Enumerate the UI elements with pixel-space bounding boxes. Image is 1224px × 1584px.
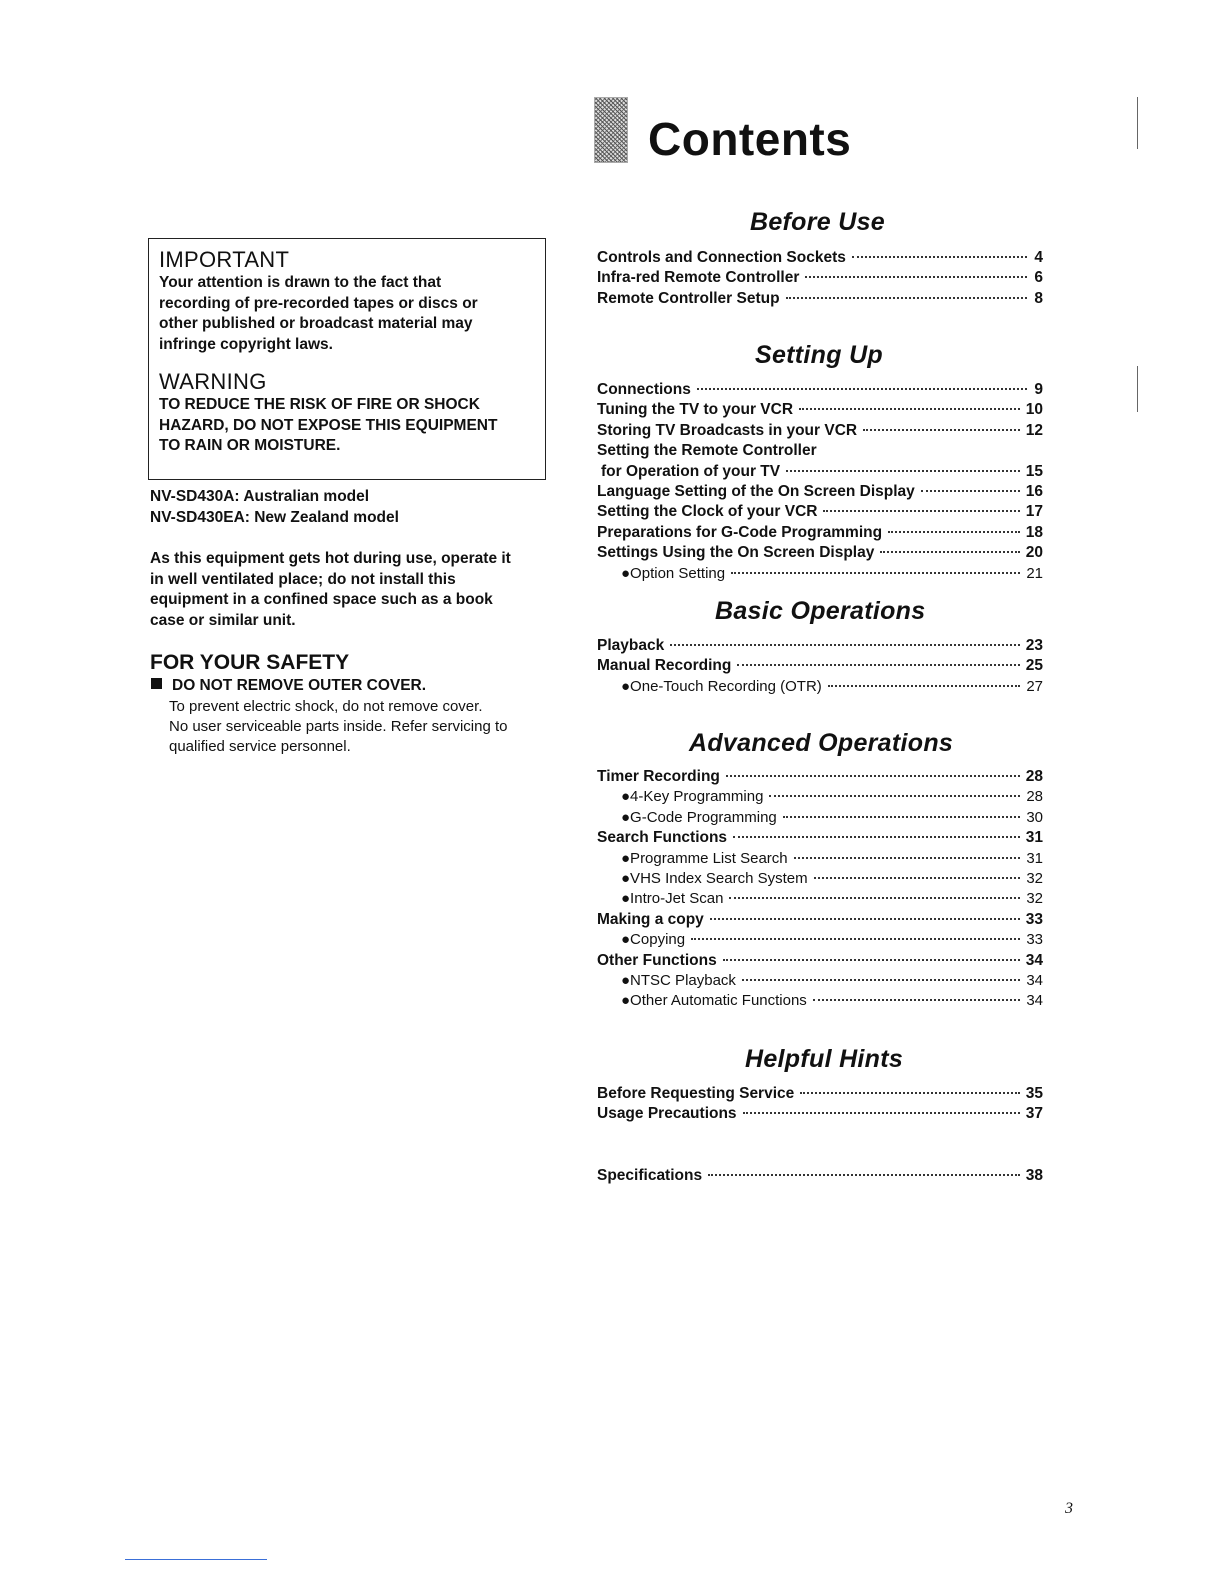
toc-page: 21 xyxy=(1026,564,1043,582)
toc-entry[interactable] xyxy=(597,400,1043,420)
toc-entry[interactable] xyxy=(597,1084,1043,1104)
toc-page: 18 xyxy=(1025,523,1043,541)
toc-label: Tuning the TV to your VCR xyxy=(597,401,794,419)
toc-entry[interactable] xyxy=(597,869,1043,889)
safety-bullet xyxy=(151,677,426,695)
toc-page: 25 xyxy=(1025,657,1043,675)
toc-label: ●Programme List Search xyxy=(621,849,788,867)
toc-label: Making a copy xyxy=(597,910,704,928)
toc-page: 15 xyxy=(1025,462,1043,480)
toc-label: for Operation of your TV xyxy=(601,462,781,480)
toc-entry[interactable] xyxy=(597,910,1043,930)
toc-page: 38 xyxy=(1025,1167,1043,1184)
warning-line: HAZARD, DO NOT EXPOSE THIS EQUIPMENT xyxy=(159,416,498,434)
safety-line: No user serviceable parts inside. Refer servicing to xyxy=(169,718,508,735)
toc-page: 28 xyxy=(1026,788,1043,806)
safety-text xyxy=(169,697,507,757)
safety-bullet-text: DO NOT REMOVE OUTER COVER. xyxy=(172,677,427,694)
safety-heading: FOR YOUR SAFETY xyxy=(150,651,350,674)
toc-label: Timer Recording xyxy=(597,768,720,785)
toc-advanced-operations xyxy=(597,767,1043,1012)
toc-page: 34 xyxy=(1026,971,1043,989)
toc-page: 8 xyxy=(1034,289,1043,307)
toc-entry[interactable] xyxy=(597,1166,1043,1186)
toc-label: Storing TV Broadcasts in your VCR xyxy=(597,421,858,439)
warning-line: TO RAIN OR MOISTURE. xyxy=(159,437,341,454)
warning-heading: WARNING xyxy=(159,369,267,394)
toc-entry[interactable] xyxy=(597,677,1043,697)
toc-entry[interactable] xyxy=(597,380,1043,400)
toc-page: 4 xyxy=(1034,249,1043,266)
toc-entry[interactable] xyxy=(597,268,1043,288)
toc-page: 27 xyxy=(1026,677,1043,695)
toc-label: Search Functions xyxy=(597,829,728,847)
toc-page: 31 xyxy=(1026,849,1043,867)
toc-entry[interactable] xyxy=(597,502,1043,522)
important-line: Your attention is drawn to the fact that xyxy=(159,274,442,291)
toc-page: 9 xyxy=(1034,381,1043,398)
toc-page: 34 xyxy=(1025,951,1043,969)
toc-page: 31 xyxy=(1025,829,1043,847)
toc-entry[interactable] xyxy=(597,828,1043,848)
toc-entry[interactable] xyxy=(597,787,1043,807)
toc-label: Setting the Clock of your VCR xyxy=(597,503,818,521)
toc-basic-operations xyxy=(597,636,1043,697)
toc-label: ●Intro-Jet Scan xyxy=(621,890,724,908)
toc-label: Remote Controller Setup xyxy=(597,289,780,307)
page-title: Contents xyxy=(648,113,852,165)
toc-helpful-hints xyxy=(597,1084,1043,1125)
heat-line: As this equipment gets hot during use, operate it xyxy=(150,550,511,567)
toc-page: 28 xyxy=(1025,768,1043,785)
toc-entry[interactable] xyxy=(597,808,1043,828)
toc-page: 32 xyxy=(1026,869,1043,887)
toc-page: 16 xyxy=(1025,482,1043,500)
toc-label: Manual Recording xyxy=(597,657,732,675)
edge-mark-mid xyxy=(1137,366,1138,412)
toc-entry[interactable] xyxy=(597,289,1043,309)
important-line: infringe copyright laws. xyxy=(159,335,333,353)
toc-entry[interactable] xyxy=(597,523,1043,543)
toc-label: Setting the Remote Controller xyxy=(597,442,817,460)
toc-entry[interactable] xyxy=(597,462,1043,482)
square-bullet-icon xyxy=(151,678,162,689)
toc-page: 23 xyxy=(1025,637,1043,654)
toc-page: 33 xyxy=(1026,931,1043,949)
toc-entry[interactable] xyxy=(597,656,1043,676)
toc-entry[interactable] xyxy=(597,930,1043,950)
model-list xyxy=(150,487,399,528)
toc-label: Settings Using the On Screen Display xyxy=(597,544,875,562)
toc-label: Specifications xyxy=(597,1167,703,1184)
toc-entry[interactable] xyxy=(597,971,1043,991)
toc-label: Controls and Connection Sockets xyxy=(597,249,846,266)
warning-line: TO REDUCE THE RISK OF FIRE OR SHOCK xyxy=(159,396,480,413)
toc-page: 20 xyxy=(1025,544,1043,562)
toc-label: Before Requesting Service xyxy=(597,1085,795,1102)
edge-mark-top xyxy=(1137,97,1138,149)
toc-entry[interactable] xyxy=(597,1104,1043,1124)
heat-line: equipment in a confined space such as a book xyxy=(150,591,493,608)
toc-entry[interactable] xyxy=(597,849,1043,869)
section-heading-before-use: Before Use xyxy=(750,208,885,236)
heat-line: in well ventilated place; do not install this xyxy=(150,570,456,588)
toc-page: 35 xyxy=(1025,1085,1043,1102)
heat-line: case or similar unit. xyxy=(150,611,296,629)
toc-entry[interactable] xyxy=(597,421,1043,441)
toc-page: 34 xyxy=(1026,992,1043,1010)
toc-entry[interactable] xyxy=(597,441,1043,461)
toc-entry[interactable] xyxy=(597,951,1043,971)
toc-label: ●G-Code Programming xyxy=(621,808,777,826)
section-heading-setting-up: Setting Up xyxy=(755,341,883,369)
toc-entry[interactable] xyxy=(597,767,1043,787)
safety-line: qualified service personnel. xyxy=(169,738,351,755)
toc-page: 10 xyxy=(1025,401,1043,419)
toc-entry[interactable] xyxy=(597,543,1043,563)
toc-label: Infra-red Remote Controller xyxy=(597,269,800,287)
toc-label: ●NTSC Playback xyxy=(621,971,736,989)
toc-label: Language Setting of the On Screen Display xyxy=(597,482,915,500)
important-line: other published or broadcast material may xyxy=(159,315,473,332)
model-line: NV-SD430EA: New Zealand model xyxy=(150,508,399,526)
toc-page: 17 xyxy=(1025,503,1043,521)
section-heading-helpful-hints: Helpful Hints xyxy=(745,1045,904,1073)
toc-before-use xyxy=(597,248,1043,309)
toc-label: ●One-Touch Recording (OTR) xyxy=(621,677,822,695)
toc-label: ●4-Key Programming xyxy=(621,788,764,806)
model-line: NV-SD430A: Australian model xyxy=(150,488,370,505)
toc-label: Usage Precautions xyxy=(597,1105,737,1123)
bottom-rule xyxy=(125,1559,267,1560)
toc-label: Connections xyxy=(597,381,691,398)
page-number: 3 xyxy=(1065,1500,1073,1517)
toc-page: 6 xyxy=(1034,269,1043,287)
toc-entry[interactable] xyxy=(597,564,1043,584)
toc-page: 12 xyxy=(1025,421,1043,439)
important-heading: IMPORTANT xyxy=(159,247,290,272)
toc-entry[interactable] xyxy=(597,889,1043,909)
contents-icon xyxy=(594,97,628,163)
toc-setting-up xyxy=(597,380,1043,584)
important-warning-box xyxy=(148,238,546,480)
toc-label: Preparations for G-Code Programming xyxy=(597,523,883,541)
safety-line: To prevent electric shock, do not remove cover. xyxy=(169,698,483,715)
toc-page: 32 xyxy=(1026,890,1043,908)
toc-entry[interactable] xyxy=(597,991,1043,1011)
toc-page: 33 xyxy=(1025,910,1043,928)
toc-page: 37 xyxy=(1025,1105,1043,1123)
toc-label: Other Functions xyxy=(597,951,717,969)
toc-entry[interactable] xyxy=(597,636,1043,656)
toc-entry[interactable] xyxy=(597,248,1043,268)
toc-entry[interactable] xyxy=(597,482,1043,502)
toc-specifications xyxy=(597,1166,1043,1186)
toc-label: ●VHS Index Search System xyxy=(621,869,808,887)
heat-notice xyxy=(150,549,550,631)
section-heading-advanced-operations: Advanced Operations xyxy=(689,729,954,757)
section-heading-basic-operations: Basic Operations xyxy=(715,597,926,625)
toc-label: ●Copying xyxy=(621,931,686,949)
toc-label: Playback xyxy=(597,637,665,654)
important-line: recording of pre-recorded tapes or discs or xyxy=(159,294,478,312)
toc-page: 30 xyxy=(1026,808,1043,826)
toc-label: ●Other Automatic Functions xyxy=(621,992,807,1010)
toc-label: ●Option Setting xyxy=(621,564,726,582)
